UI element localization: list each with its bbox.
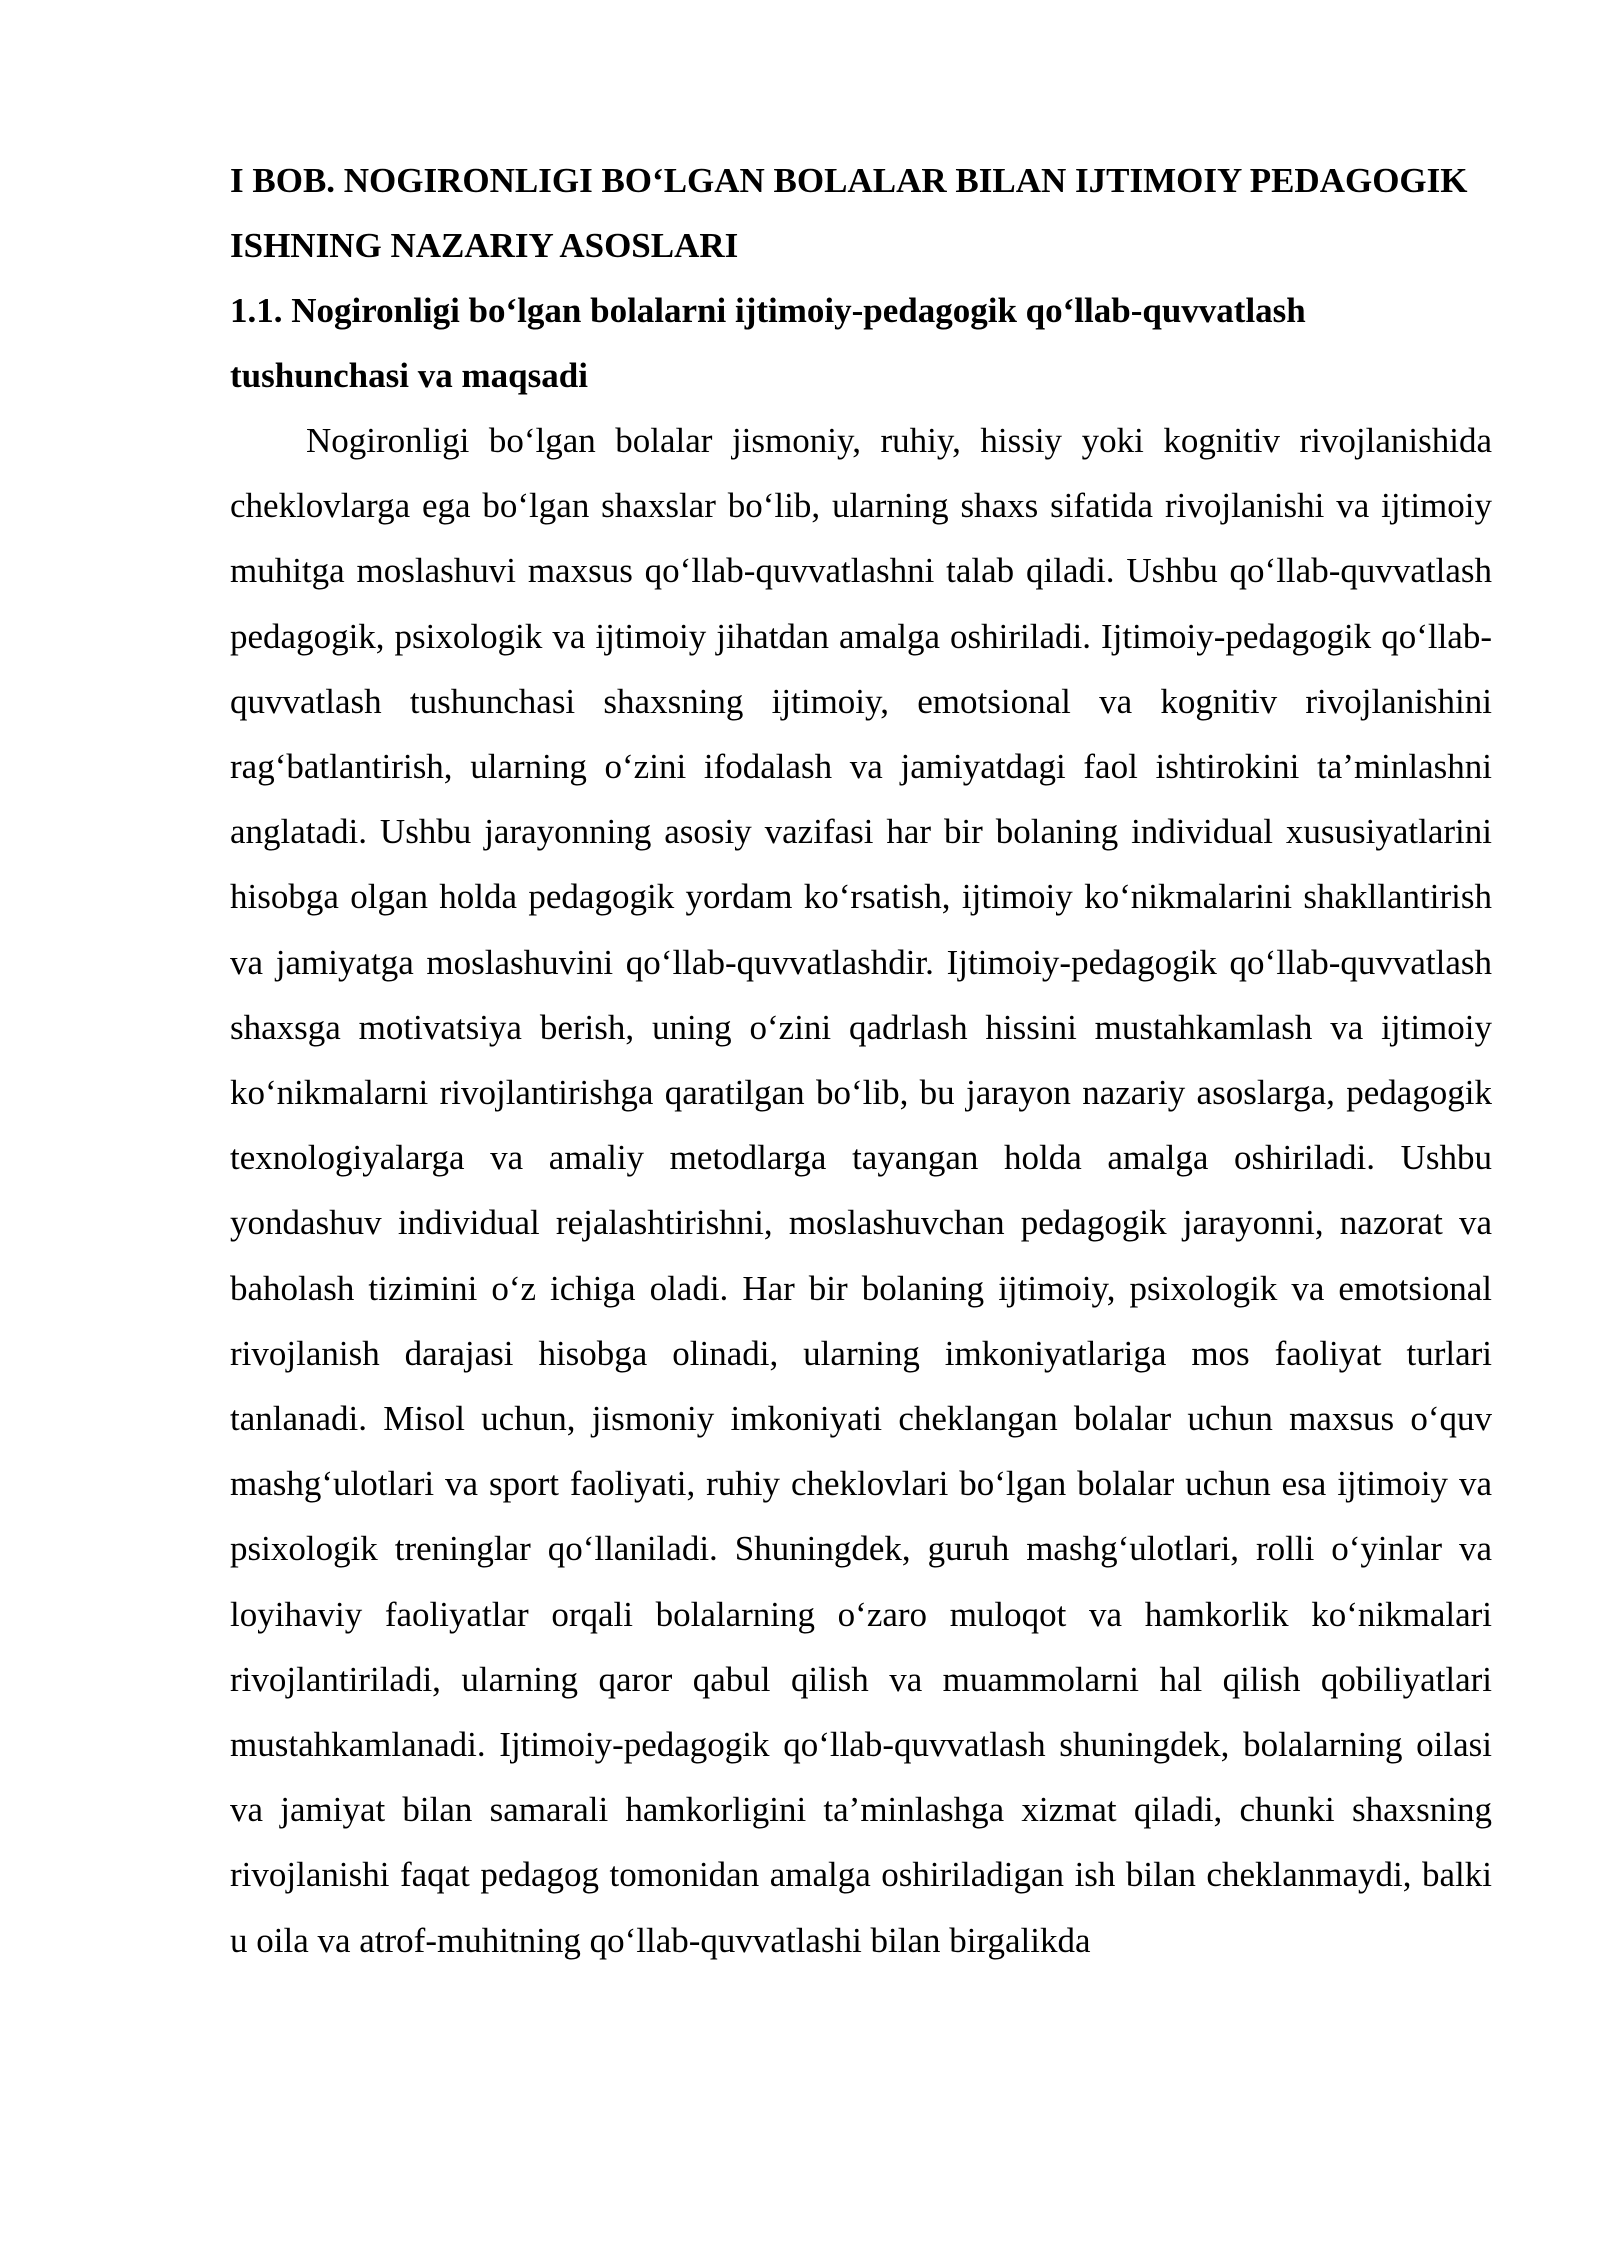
section-title: 1.1. Nogironligi bo‘lgan bolalarni ijtimoiy-pedagogik qo‘llab-quvvatlash tushunchasi va maqsadi (230, 291, 1306, 395)
body-paragraph: Nogironligi bo‘lgan bolalar jismoniy, ruhiy, hissiy yoki kognitiv rivojlanishida cheklovlarga ega bo‘lgan shaxslar bo‘lib, ularning shaxs sifatida rivojlanishi va ijtimoiy muhitga moslashuvi maxsus qo‘llab-quvvatlashni talab qiladi. Ushbu qo‘llab-quvvatlash pedagogik, psixologik va ijtimoiy jihatdan amalga oshiriladi. Ijtimoiy-pedagogik qo‘llab-quvvatlash tushunchasi shaxsning ijtimoiy, emotsional va kognitiv rivojlanishini rag‘batlantirish, ularning o‘zini ifodalash va jamiyatdagi faol ishtirokini ta’minlashni anglatadi. Ushbu jarayonning asosiy vazifasi har bir bolaning individual xususiyatlarini hisobga olgan holda pedagogik yordam ko‘rsatish, ijtimoiy ko‘nikmalarini shakllantirish va jamiyatga moslashuvini qo‘llab-quvvatlashdir. Ijtimoiy-pedagogik qo‘llab-quvvatlash shaxsga motivatsiya berish, uning o‘zini qadrlash hissini mustahkamlash va ijtimoiy ko‘nikmalarni rivojlantirishga qaratilgan bo‘lib, bu jarayon nazariy asoslarga, pedagogik texnologiyalarga va amaliy metodlarga tayangan holda amalga oshiriladi. Ushbu yondashuv individual rejalashtirishni, moslashuvchan pedagogik jarayonni, nazorat va baholash tizimini o‘z ichiga oladi. Har bir bolaning ijtimoiy, psixologik va emotsional rivojlanish darajasi hisobga olinadi, ularning imkoniyatlariga mos faoliyat turlari tanlanadi. Misol uchun, jismoniy imkoniyati cheklangan bolalar uchun maxsus o‘quv mashg‘ulotlari va sport faoliyati, ruhiy cheklovlari bo‘lgan bolalar uchun esa ijtimoiy va psixologik treninglar qo‘llaniladi. Shuningdek, guruh mashg‘ulotlari, rolli o‘yinlar va loyihaviy faoliyatlar orqali bolalarning o‘zaro muloqot va hamkorlik ko‘nikmalari rivojlantiriladi, ularning qaror qabul qilish va muammolarni hal qilish qobiliyatlari mustahkamlanadi. Ijtimoiy-pedagogik qo‘llab-quvvatlash shuningdek, bolalarning oilasi va jamiyat bilan samarali hamkorligini ta’minlashga xizmat qiladi, chunki shaxsning rivojlanishi faqat pedagog tomonidan amalga oshiriladigan ish bilan cheklanmaydi, balki u oila va atrof-muhitning qo‘llab-quvvatlashi bilan birgalikda (230, 421, 1492, 1960)
chapter-title: I BOB. NOGIRONLIGI BO‘LGAN BOLALAR BILAN IJTIMOIY PEDAGOGIK ISHNING NAZARIY ASOSLARI (230, 161, 1468, 265)
document-page (230, 148, 1492, 1973)
